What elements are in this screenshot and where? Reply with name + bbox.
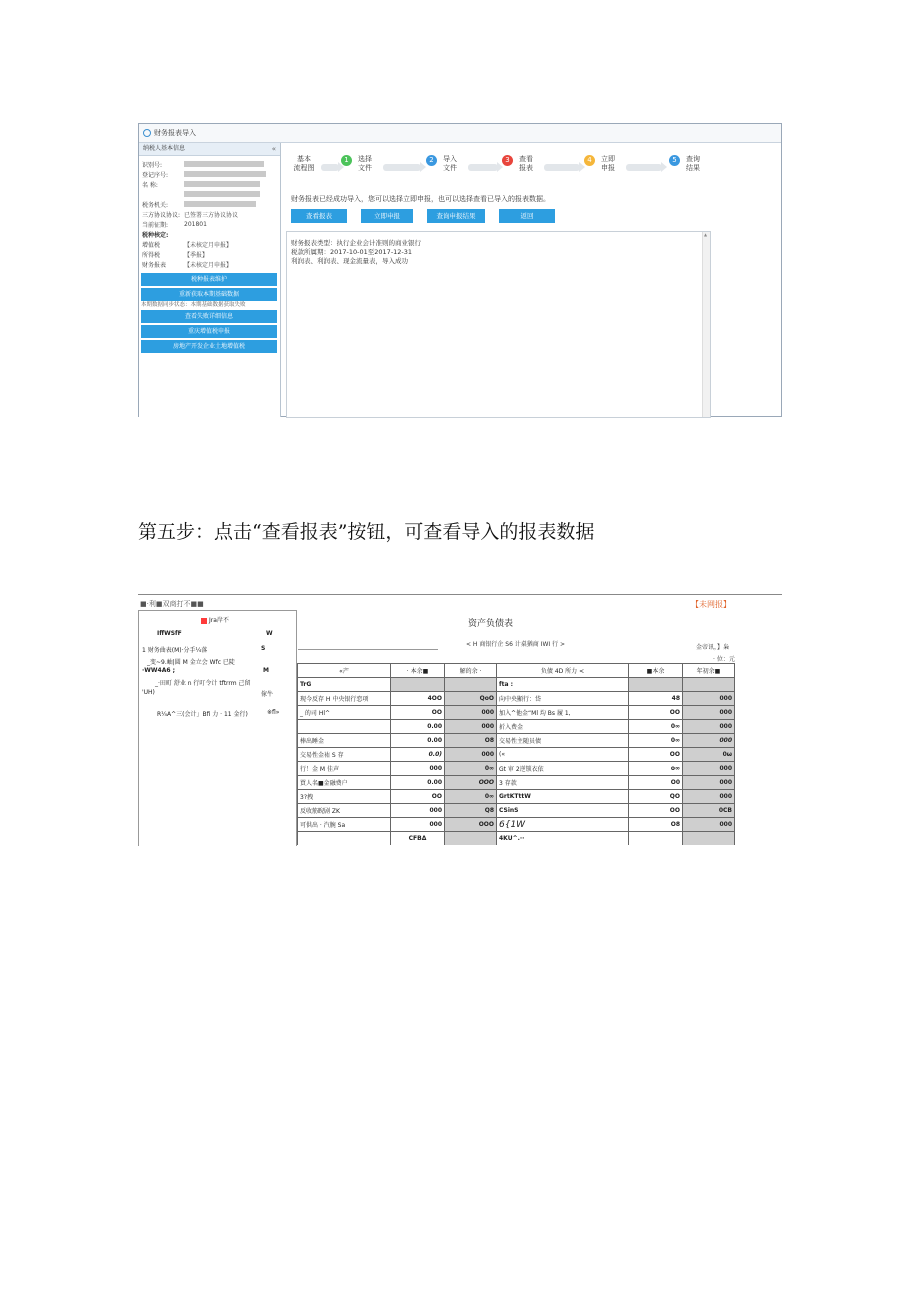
table-row [298, 790, 735, 804]
table-cell: 0∞ [445, 790, 497, 804]
declare-now-button[interactable]: 立即申报 [361, 209, 413, 223]
redacted-value [184, 181, 260, 187]
status-badge: 【未网报】 [691, 600, 731, 609]
window-title: 财务报表导入 [154, 129, 196, 137]
info-row-fin-report: 财务报表 【未核定月申报】 [142, 261, 233, 269]
table-cell[interactable]: 000 [391, 818, 445, 832]
info-row-tax-type: 税种核定: [142, 231, 169, 239]
info-row-vat: 增值税 【未核定月申报】 [142, 241, 233, 249]
tree-item[interactable]: IffWSfF [157, 630, 182, 637]
tree-item: W [266, 630, 273, 637]
table-cell [298, 832, 391, 846]
top-divider [736, 594, 782, 595]
report-tree [138, 610, 297, 846]
collapse-icon[interactable]: « [271, 145, 276, 153]
table-cell[interactable]: 000 [391, 804, 445, 818]
header-cell: 年初余■ [683, 664, 735, 678]
step-view-report: 3 查看 报表 [514, 155, 538, 173]
header-cell: · 本余■ [391, 664, 445, 678]
table-cell[interactable]: 4OO [391, 692, 445, 706]
step-2-icon: 2 [426, 155, 437, 166]
balance-sheet-table [297, 663, 735, 845]
table-cell: TrG [298, 678, 391, 692]
table-cell: 现今反存 H 中央银行恋项 [298, 692, 391, 706]
table-cell: 棒出睡金 [298, 734, 391, 748]
table-cell[interactable]: OO [391, 706, 445, 720]
table-row [298, 692, 735, 706]
info-row-name: 名 称: [139, 179, 280, 189]
table-row [298, 762, 735, 776]
tree-item[interactable]: Jra岸不 [201, 615, 229, 624]
step-arrow [544, 164, 580, 171]
table-row [298, 706, 735, 720]
table-cell: 行！金 M 佳声 [298, 762, 391, 776]
table-header-row [298, 664, 735, 678]
tree-item[interactable]: _变~9.岫|圆 M 金立会 Wfc 已陡 [147, 659, 235, 666]
table-cell: OOO [445, 818, 497, 832]
table-cell: 0ω [683, 748, 735, 762]
tree-item[interactable]: ·WW4A6 ; [142, 667, 175, 674]
table-cell: 買人名■金融费户 [298, 776, 391, 790]
table-cell: 向中央顯行：岱 [497, 692, 629, 706]
header-cell: ■本余 [629, 664, 683, 678]
form-title: 资产负债表 [468, 619, 514, 629]
tree-item: S [261, 645, 266, 652]
table-cell: 000 [445, 720, 497, 734]
tree-item: M [263, 667, 269, 674]
header-cell: «产 [298, 664, 391, 678]
table-cell: 折入费金 [497, 720, 629, 734]
info-row-blank [139, 189, 280, 199]
table-cell: 4KU^.·· [497, 832, 629, 846]
result-tax-period: 税款所属期：2017-10-01至2017-12-31 [291, 248, 413, 256]
sync-status-text: 本期数据同步状态：本期基础数据获取失败 [141, 302, 246, 308]
table-cell: 可供出 · 汽腕 Sa [298, 818, 391, 832]
tree-item[interactable]: 1 财务曲表(M)·分手¼落 [142, 647, 208, 654]
step-arrow [383, 164, 421, 171]
table-row [298, 776, 735, 790]
land-tax-button[interactable]: 房地产开发企业土地增值税 [141, 340, 277, 353]
tree-item[interactable]: _·田町 舒业 n 行叮令计 tftrrm 己留 [155, 680, 251, 687]
step-flow [291, 155, 711, 185]
info-row-agreement: 三方协议协议: 已签署三方协议协议 [142, 211, 239, 219]
table-row [298, 734, 735, 748]
report-view-window [138, 594, 782, 846]
table-cell: 000 [683, 762, 735, 776]
table-cell[interactable]: 0.00 [391, 776, 445, 790]
info-row-id: 识别号: [139, 159, 280, 169]
table-cell: 0∞ [445, 762, 497, 776]
table-cell: 000 [683, 818, 735, 832]
table-row [298, 804, 735, 818]
table-cell: 000 [683, 790, 735, 804]
main-area [281, 143, 781, 416]
step-five-heading: 第五步：点击“查看报表”按钮，可查看导入的报表数据 [138, 521, 595, 543]
table-cell[interactable]: OO [629, 748, 683, 762]
table-cell: fta : [497, 678, 629, 692]
table-cell[interactable]: O8 [629, 818, 683, 832]
redacted-value [184, 191, 260, 197]
tree-item[interactable]: 'UH) [142, 689, 155, 696]
table-row [298, 818, 735, 832]
window-titlebar [139, 124, 781, 143]
info-row-income-tax: 所得税 【季报】 [142, 251, 209, 259]
report-maintain-button[interactable]: 税种报表维护 [141, 273, 277, 286]
title-divider [298, 649, 438, 650]
table-cell: 加入^他金“Ml 均 Bs 履 1, [497, 706, 629, 720]
table-cell: Q8 [445, 804, 497, 818]
header-cell: 负债 4D 所力 < [497, 664, 629, 678]
table-cell [445, 678, 497, 692]
table-cell: QoO [445, 692, 497, 706]
table-cell[interactable]: 0∞ [629, 720, 683, 734]
table-cell[interactable]: 0.0) [391, 748, 445, 762]
table-cell[interactable]: 0.00 [391, 720, 445, 734]
table-cell [298, 720, 391, 734]
table-cell: CFBΔ [391, 832, 445, 846]
redacted-value [184, 201, 256, 207]
table-cell: (« [497, 748, 629, 762]
table-cell: OOO [445, 776, 497, 790]
table-cell: CSinS [497, 804, 629, 818]
form-meta: 金帝讯，】枭 [696, 644, 730, 651]
table-cell: 0CB [683, 804, 735, 818]
step-select-file: 1 选择 文件 [353, 155, 377, 173]
table-cell[interactable]: OO [391, 790, 445, 804]
table-cell: 3?拽 [298, 790, 391, 804]
scrollbar[interactable] [702, 232, 710, 417]
table-cell: 000 [683, 734, 735, 748]
redacted-value [184, 161, 264, 167]
table-cell: 000 [445, 748, 497, 762]
table-cell[interactable]: OO [629, 706, 683, 720]
form-unit: · 位：元 [713, 656, 735, 663]
table-cell: 交易性主随员债 [497, 734, 629, 748]
step-flowchart[interactable]: 基本 流程图 [293, 155, 315, 172]
panel-header [139, 143, 280, 156]
import-window [138, 123, 782, 417]
tree-item: 傢牛 [261, 691, 274, 698]
refetch-data-button[interactable]: 重新获取本期基础数据 [141, 288, 277, 301]
table-cell: 反收筋睨剧 ZK [298, 804, 391, 818]
table-cell[interactable]: 48 [629, 692, 683, 706]
table-cell[interactable]: O0 [629, 776, 683, 790]
table-row [298, 748, 735, 762]
top-divider [138, 594, 740, 595]
table-cell[interactable]: 0∞ [629, 734, 683, 748]
import-success-message: 财务报表已经成功导入，您可以选择立即申报，也可以选择查看已导入的报表数据。 [291, 195, 550, 203]
step-1-icon: 1 [341, 155, 352, 166]
app-icon [143, 129, 151, 137]
table-row [298, 720, 735, 734]
info-row-period: 当前征期: 201801 [142, 220, 207, 229]
table-cell [629, 678, 683, 692]
view-failure-button[interactable]: 查看失败详细信息 [141, 310, 277, 323]
table-cell[interactable]: 0.00 [391, 734, 445, 748]
step-import-file: 2 导入 文件 [438, 155, 462, 173]
red-flag-icon [201, 618, 207, 624]
form-subtitle: < H 商银行企 S6 计桌猶商 IWI 行 > [466, 641, 566, 648]
table-cell: GrtKTttW [497, 790, 629, 804]
step-arrow [468, 164, 498, 171]
import-result-box [286, 231, 711, 418]
table-cell [445, 832, 497, 846]
result-status: 利润表、利润表、现金流量表，导入成功 [291, 257, 408, 265]
table-cell[interactable]: QO [629, 790, 683, 804]
table-row [298, 832, 735, 846]
query-result-button[interactable]: 查询申报结果 [427, 209, 485, 223]
table-cell: 6{1W [497, 818, 629, 832]
table-cell: 3 存款 [497, 776, 629, 790]
view-report-button[interactable]: 查看报表 [291, 209, 347, 223]
back-button[interactable]: 返回 [499, 209, 555, 223]
table-cell: 000 [683, 720, 735, 734]
table-cell[interactable]: OO [629, 804, 683, 818]
table-row [298, 678, 735, 692]
vat-declare-button[interactable]: 重庆增值税申报 [141, 325, 277, 338]
table-cell: _ 的司 Hl^ [298, 706, 391, 720]
table-cell: Gt 审 2逆锁衣依 [497, 762, 629, 776]
step-4-icon: 4 [584, 155, 595, 166]
tree-item: ※fl» [267, 709, 280, 716]
info-row-seq: 登记序号: [139, 169, 280, 179]
table-cell [683, 832, 735, 846]
result-report-type: 财务报表类型：执行企业会计准则的商业银行 [291, 239, 421, 247]
step-declare: 4 立即 申报 [596, 155, 620, 173]
table-cell: 000 [683, 692, 735, 706]
tree-item[interactable]: R¼A^三(会计」Bfi 力 · 11 金行) [157, 711, 248, 718]
step-arrow [321, 164, 339, 171]
step-arrow [626, 164, 662, 171]
action-buttons [291, 209, 555, 223]
step-query-result: 5 查询 结果 [681, 155, 705, 173]
table-cell: O8 [445, 734, 497, 748]
table-cell[interactable]: 000 [391, 762, 445, 776]
panel-title: 纳税人基本信息 [143, 145, 186, 152]
report-tabs[interactable]: ■·利■双商打不■■ [140, 600, 204, 608]
taxpayer-info-panel [139, 143, 281, 417]
table-cell: 交易性金祐 S 存 [298, 748, 391, 762]
step-5-icon: 5 [669, 155, 680, 166]
table-cell: 000 [683, 776, 735, 790]
table-cell[interactable]: o∞ [629, 762, 683, 776]
table-cell: 000 [683, 706, 735, 720]
table-cell [683, 678, 735, 692]
info-row-tax-office: 税务机关: [139, 199, 280, 209]
header-cell: 解的余 · [445, 664, 497, 678]
step-3-icon: 3 [502, 155, 513, 166]
table-cell [629, 832, 683, 846]
table-cell [391, 678, 445, 692]
redacted-value [184, 171, 266, 177]
table-cell: 000 [445, 706, 497, 720]
